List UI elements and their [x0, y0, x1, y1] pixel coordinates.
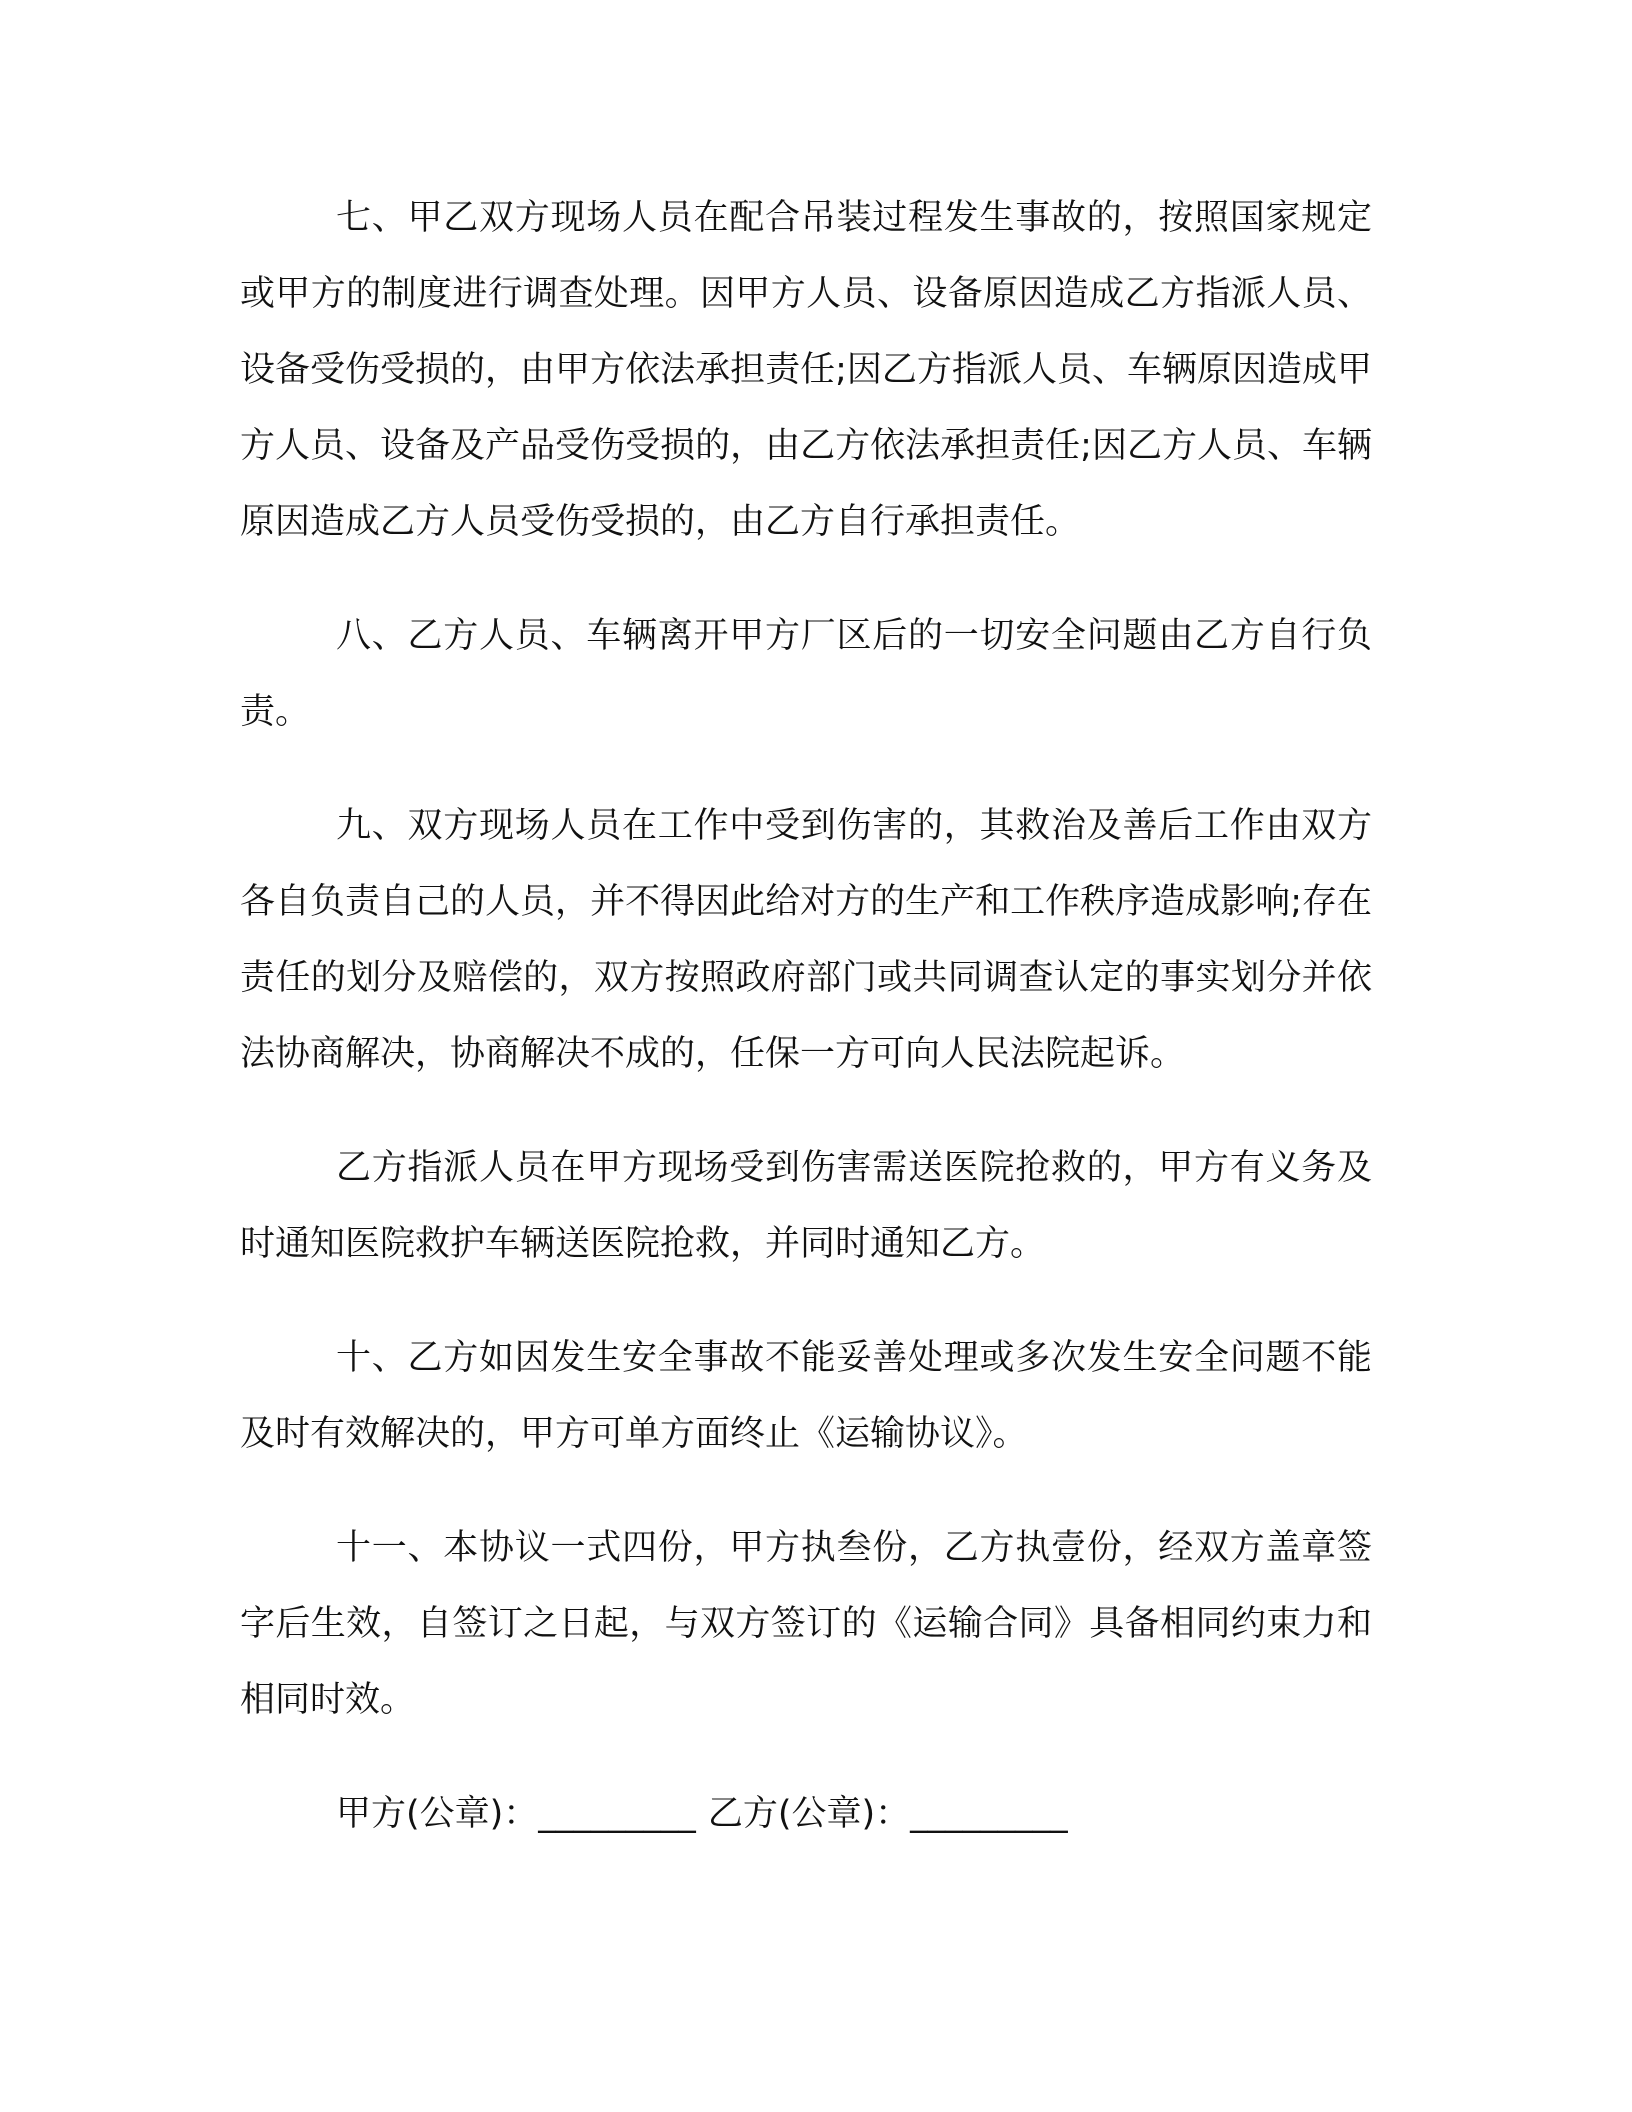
clause-eleven: 十一、本协议一式四份，甲方执叁份，乙方执壹份，经双方盖章签字后生效，自签订之日起，与双方签订的《运输合同》具备相同约束力和相同时效。 [240, 1528, 1372, 1720]
document-body [240, 180, 1372, 1852]
party-a-signature: 甲方(公章)：_________ [336, 1794, 696, 1834]
clause-seven: 七、甲乙双方现场人员在配合吊装过程发生事故的，按照国家规定或甲方的制度进行调查处理。因甲方人员、设备原因造成乙方指派人员、设备受伤受损的，由甲方依法承担责任;因乙方指派人员、车辆原因造成甲方人员、设备及产品受伤受损的，由乙方依法承担责任;因乙方人员、车辆原因造成乙方人员受伤受损的，由乙方自行承担责任。 [240, 198, 1372, 542]
party-b-signature: 乙方(公章)：_________ [707, 1794, 1068, 1834]
signature-line [240, 1776, 1372, 1852]
clause-ten: 十、乙方如因发生安全事故不能妥善处理或多次发生安全问题不能及时有效解决的，甲方可单方面终止《运输协议》。 [240, 1338, 1372, 1454]
clause-nine: 九、双方现场人员在工作中受到伤害的，其救治及善后工作由双方各自负责自己的人员，并不得因此给对方的生产和工作秩序造成影响;存在责任的划分及赔偿的，双方按照政府部门或共同调查认定的事实划分并依法协商解决，协商解决不成的，任保一方可向人民法院起诉。 [240, 806, 1372, 1074]
clause-eight: 八、乙方人员、车辆离开甲方厂区后的一切安全问题由乙方自行负责。 [240, 616, 1372, 732]
clause-nine-supplement: 乙方指派人员在甲方现场受到伤害需送医院抢救的，甲方有义务及时通知医院救护车辆送医院抢救，并同时通知乙方。 [240, 1148, 1372, 1264]
